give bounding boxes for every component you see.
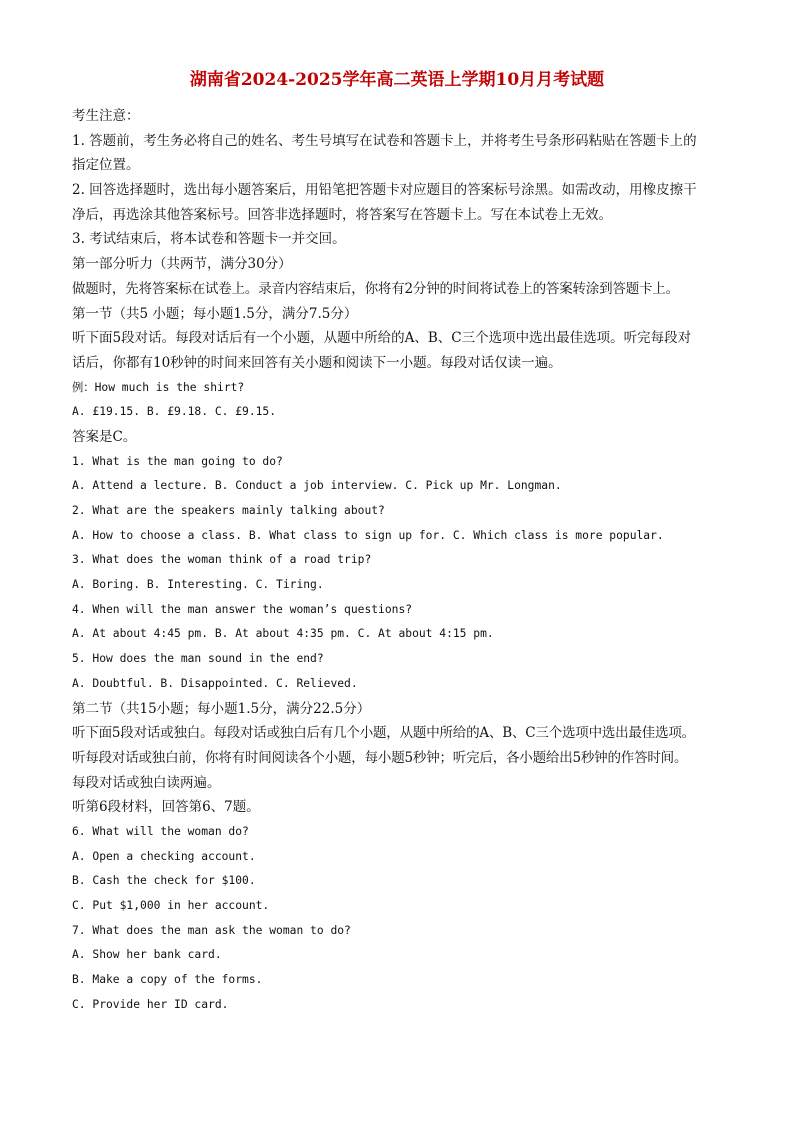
section2-instruction-line: 听每段对话或独白前，你将有时间阅读各个小题，每小题5秒钟；听完后，各小题给出5秒钟的作答时间。 xyxy=(72,749,688,766)
section1-instruction-line: 话后，你都有10秒钟的时间来回答有关小题和阅读下一小题。每段对话仅读一遍。 xyxy=(72,354,562,371)
question-text: 7. What does the man ask the woman to do? xyxy=(72,923,351,937)
part1-instruction: 做题时，先将答案标在试卷上。录音内容结束后，你将有2分钟的时间将试卷上的答案转涂到答题卡上。 xyxy=(72,280,679,297)
exam-title: 湖南省2024-2025学年高二英语上学期10月月考试题 xyxy=(189,70,605,90)
section2-instruction-line: 听下面5段对话或独白。每段对话或独白后有几个小题，从题中所给的A、B、C三个选项中选出最佳选项。 xyxy=(72,725,695,742)
question-text: 1. What is the man going to do? xyxy=(72,454,283,468)
notice-line: 1. 答题前，考生务必将自己的姓名、考生号填写在试卷和答题卡上，并将考生号条形码粘贴在答题卡上的 xyxy=(72,132,697,149)
question-option: C. Put $1,000 in her account. xyxy=(72,899,270,912)
question-options: A. How to choose a class. B. What class to sign up for. C. Which class is more popular. xyxy=(72,528,664,542)
question-option: B. Make a copy of the forms. xyxy=(72,973,263,987)
part1-heading: 第一部分听力（共两节，满分30分） xyxy=(72,256,292,273)
section1-instruction-line: 听下面5段对话。每段对话后有一个小题，从题中所给的A、B、C三个选项中选出最佳选项。听完每段对 xyxy=(72,330,692,347)
notice-line: 2. 回答选择题时，选出每小题答案后，用铅笔把答题卡对应题目的答案标号涂黑。如需改动，用橡皮擦干 xyxy=(72,182,697,199)
material-heading: 听第6段材料，回答第6、7题。 xyxy=(72,799,260,816)
notice-line: 3. 考试结束后，将本试卷和答题卡一并交回。 xyxy=(72,231,346,248)
question-text: 2. What are the speakers mainly talking about? xyxy=(72,504,385,517)
example-options: A. £19.15. B. £9.18. C. £9.15. xyxy=(72,405,277,419)
section1-heading: 第一节（共5 小题；每小题1.5分，满分7.5分） xyxy=(72,305,358,322)
question-options: A. Attend a lecture. B. Conduct a job interview. C. Pick up Mr. Longman. xyxy=(72,479,562,493)
exam-content xyxy=(72,104,736,1017)
question-options: A. Boring. B. Interesting. C. Tiring. xyxy=(72,578,324,592)
question-text: 5. How does the man sound in the end? xyxy=(72,652,324,666)
question-option: B. Cash the check for $100. xyxy=(72,874,256,888)
example-question: 例：How much is the shirt? xyxy=(72,380,245,394)
question-option: C. Provide her ID card. xyxy=(72,997,229,1011)
question-text: 6. What will the woman do? xyxy=(72,824,249,838)
notice-heading: 考生注意： xyxy=(72,108,140,124)
question-options: A. At about 4:45 pm. B. At about 4:35 pm. C. At about 4:15 pm. xyxy=(72,627,494,641)
question-option: A. Open a checking account. xyxy=(72,849,256,863)
example-answer: 答案是C。 xyxy=(72,428,137,445)
question-text: 4. When will the man answer the woman’s questions? xyxy=(72,602,413,616)
section2-instruction-line: 每段对话或独白读两遍。 xyxy=(72,774,221,791)
notice-line: 净后，再选涂其他答案标号。回答非选择题时，将答案写在答题卡上。写在本试卷上无效。 xyxy=(72,206,612,223)
question-options: A. Doubtful. B. Disappointed. C. Relieved. xyxy=(72,676,358,690)
section2-heading: 第二节（共15小题；每小题1.5分，满分22.5分） xyxy=(72,700,371,717)
question-text: 3. What does the woman think of a road trip? xyxy=(72,553,372,567)
notice-line: 指定位置。 xyxy=(72,157,140,174)
question-option: A. Show her bank card. xyxy=(72,948,222,962)
